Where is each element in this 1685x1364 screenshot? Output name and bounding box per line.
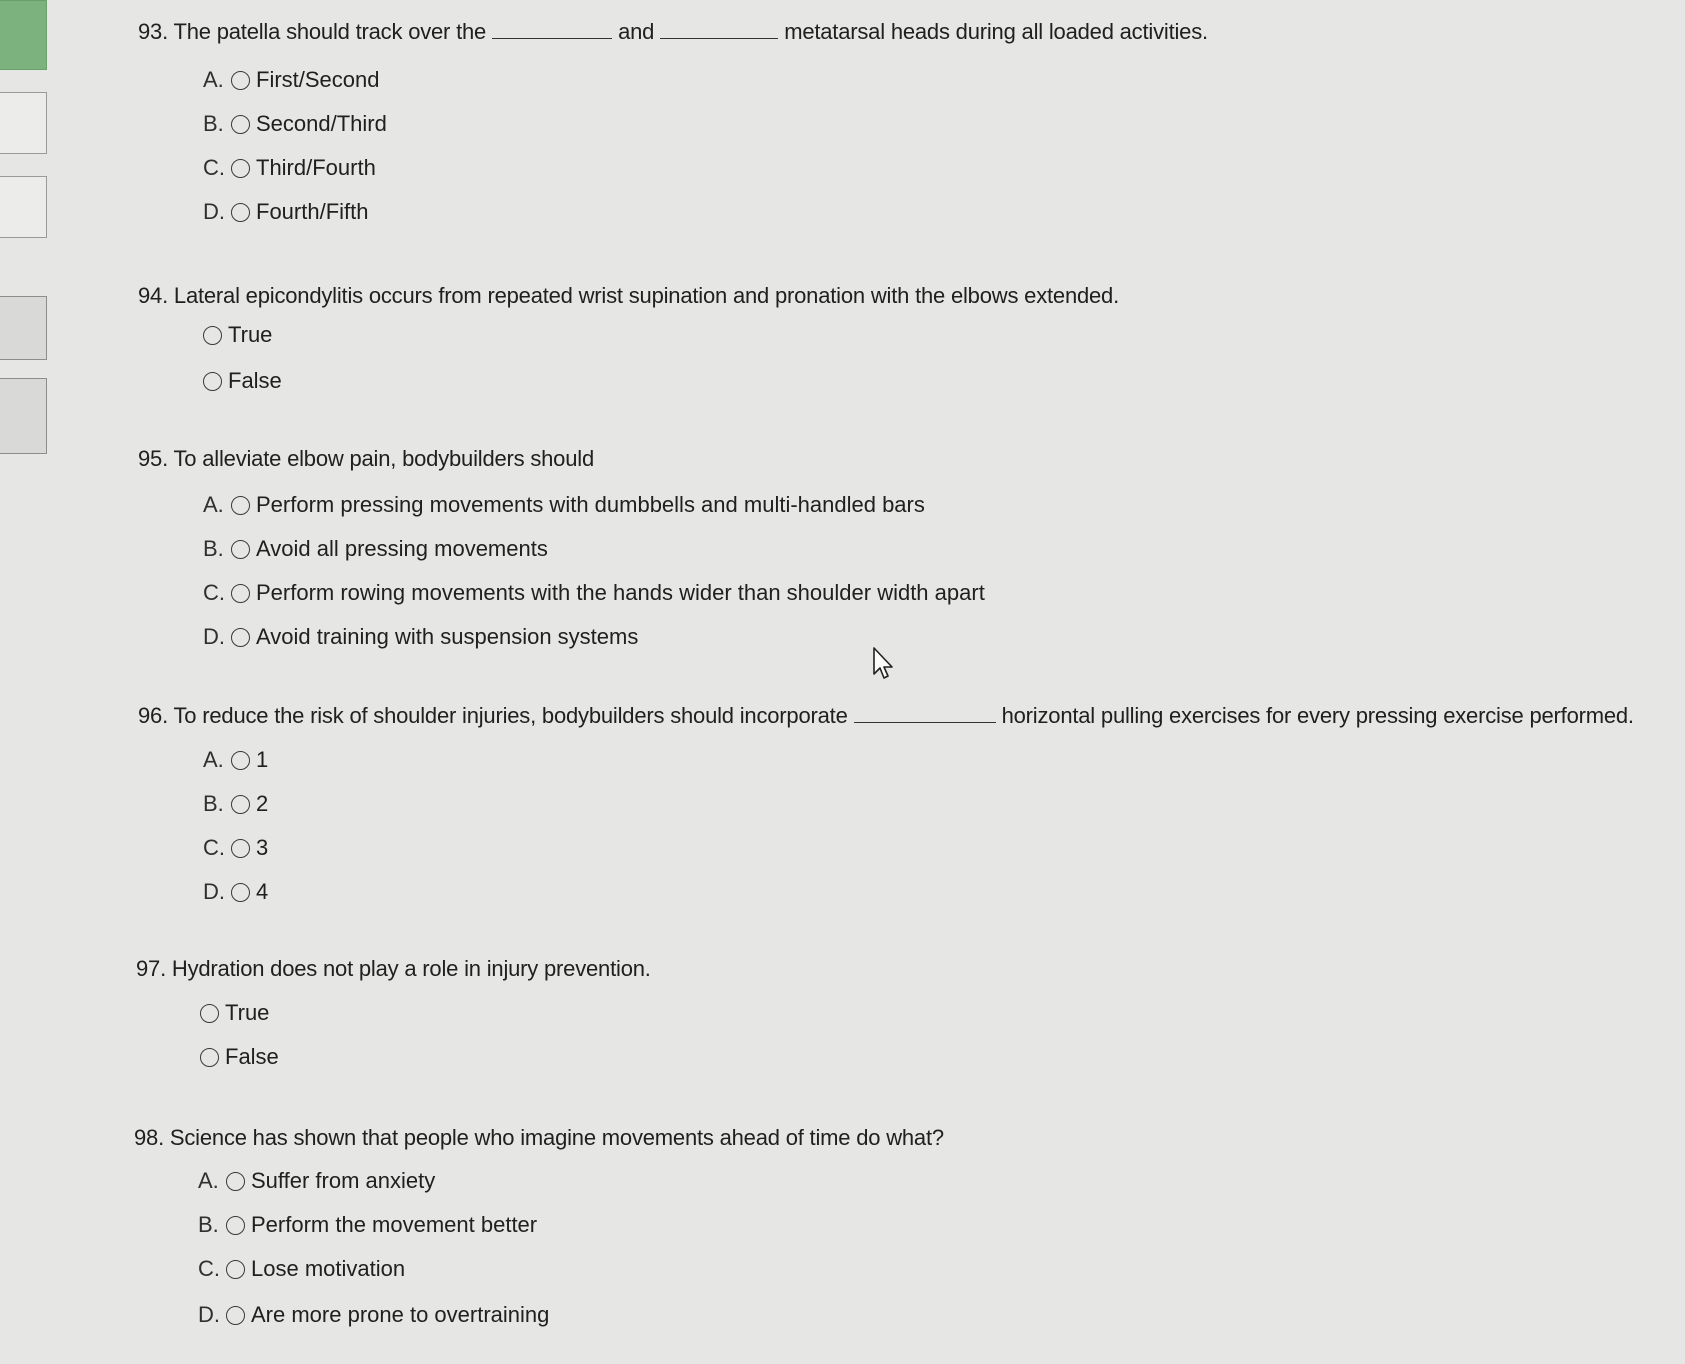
- fill-blank: [660, 18, 778, 39]
- radio-button-icon[interactable]: [231, 540, 250, 559]
- radio-button-icon[interactable]: [231, 159, 250, 178]
- question-98: [134, 1124, 944, 1152]
- question-95: [138, 445, 594, 473]
- radio-button-icon[interactable]: [231, 496, 250, 515]
- option-98-d[interactable]: D. Are more prone to overtraining: [198, 1302, 550, 1327]
- radio-button-icon[interactable]: [231, 795, 250, 814]
- radio-button-icon[interactable]: [226, 1216, 245, 1235]
- radio-button-icon[interactable]: [226, 1172, 245, 1191]
- radio-button-icon[interactable]: [231, 883, 250, 902]
- fill-blank: [854, 702, 996, 723]
- radio-button-icon[interactable]: [226, 1306, 245, 1325]
- radio-button-icon[interactable]: [200, 1048, 219, 1067]
- radio-button-icon[interactable]: [231, 115, 250, 134]
- mouse-pointer-icon: [872, 646, 896, 682]
- option-96-d[interactable]: D. 4: [203, 879, 269, 904]
- option-97-false[interactable]: False: [200, 1042, 279, 1072]
- question-text: 94. Lateral epicondylitis occurs from repeated wrist supination and pronation with the elbows extended.: [138, 283, 1119, 308]
- question-97: [136, 955, 651, 983]
- option-93-d[interactable]: D. Fourth/Fifth: [203, 199, 369, 224]
- radio-button-icon[interactable]: [226, 1260, 245, 1279]
- radio-button-icon[interactable]: [231, 628, 250, 647]
- option-96-a[interactable]: A. 1: [203, 747, 269, 772]
- question-94: [138, 282, 1119, 310]
- radio-button-icon[interactable]: [231, 839, 250, 858]
- question-text: 93. The patella should track over the and metatarsal heads during all loaded activities.: [138, 19, 1208, 44]
- question-96: [138, 702, 1634, 730]
- option-94-false[interactable]: False: [203, 366, 282, 396]
- question-text: 96. To reduce the risk of shoulder injuries, bodybuilders should incorporate horizontal pulling exercises for every pressing exercise performed.: [138, 703, 1634, 728]
- option-93-b[interactable]: B. Second/Third: [203, 111, 387, 136]
- option-95-b[interactable]: B. Avoid all pressing movements: [203, 536, 548, 561]
- question-93: [138, 18, 1208, 46]
- option-96-c[interactable]: C. 3: [203, 835, 269, 860]
- radio-button-icon[interactable]: [200, 1004, 219, 1023]
- radio-button-icon[interactable]: [203, 372, 222, 391]
- option-98-a[interactable]: A. Suffer from anxiety: [198, 1168, 436, 1193]
- option-93-c[interactable]: C. Third/Fourth: [203, 155, 376, 180]
- option-93-a[interactable]: A. First/Second: [203, 67, 380, 92]
- option-95-d[interactable]: D. Avoid training with suspension systems: [203, 624, 639, 649]
- question-number: 96.: [138, 703, 168, 728]
- radio-button-icon[interactable]: [231, 751, 250, 770]
- option-94-true[interactable]: True: [203, 320, 272, 350]
- question-text: 97. Hydration does not play a role in injury prevention.: [136, 956, 651, 981]
- question-number: 94.: [138, 283, 168, 308]
- radio-button-icon[interactable]: [231, 584, 250, 603]
- radio-button-icon[interactable]: [231, 203, 250, 222]
- question-text: 95. To alleviate elbow pain, bodybuilders should: [138, 446, 594, 471]
- option-98-c[interactable]: C. Lose motivation: [198, 1256, 406, 1281]
- radio-button-icon[interactable]: [231, 71, 250, 90]
- option-97-true[interactable]: True: [200, 998, 269, 1028]
- question-number: 95.: [138, 446, 168, 471]
- fill-blank: [492, 18, 612, 39]
- question-number: 97.: [136, 956, 166, 981]
- question-text: 98. Science has shown that people who imagine movements ahead of time do what?: [134, 1125, 944, 1150]
- option-96-b[interactable]: B. 2: [203, 791, 269, 816]
- question-number: 98.: [134, 1125, 164, 1150]
- radio-button-icon[interactable]: [203, 326, 222, 345]
- option-98-b[interactable]: B. Perform the movement better: [198, 1212, 538, 1237]
- question-number: 93.: [138, 19, 168, 44]
- option-95-c[interactable]: C. Perform rowing movements with the hands wider than shoulder width apart: [203, 580, 985, 605]
- option-95-a[interactable]: A. Perform pressing movements with dumbbells and multi-handled bars: [203, 492, 925, 517]
